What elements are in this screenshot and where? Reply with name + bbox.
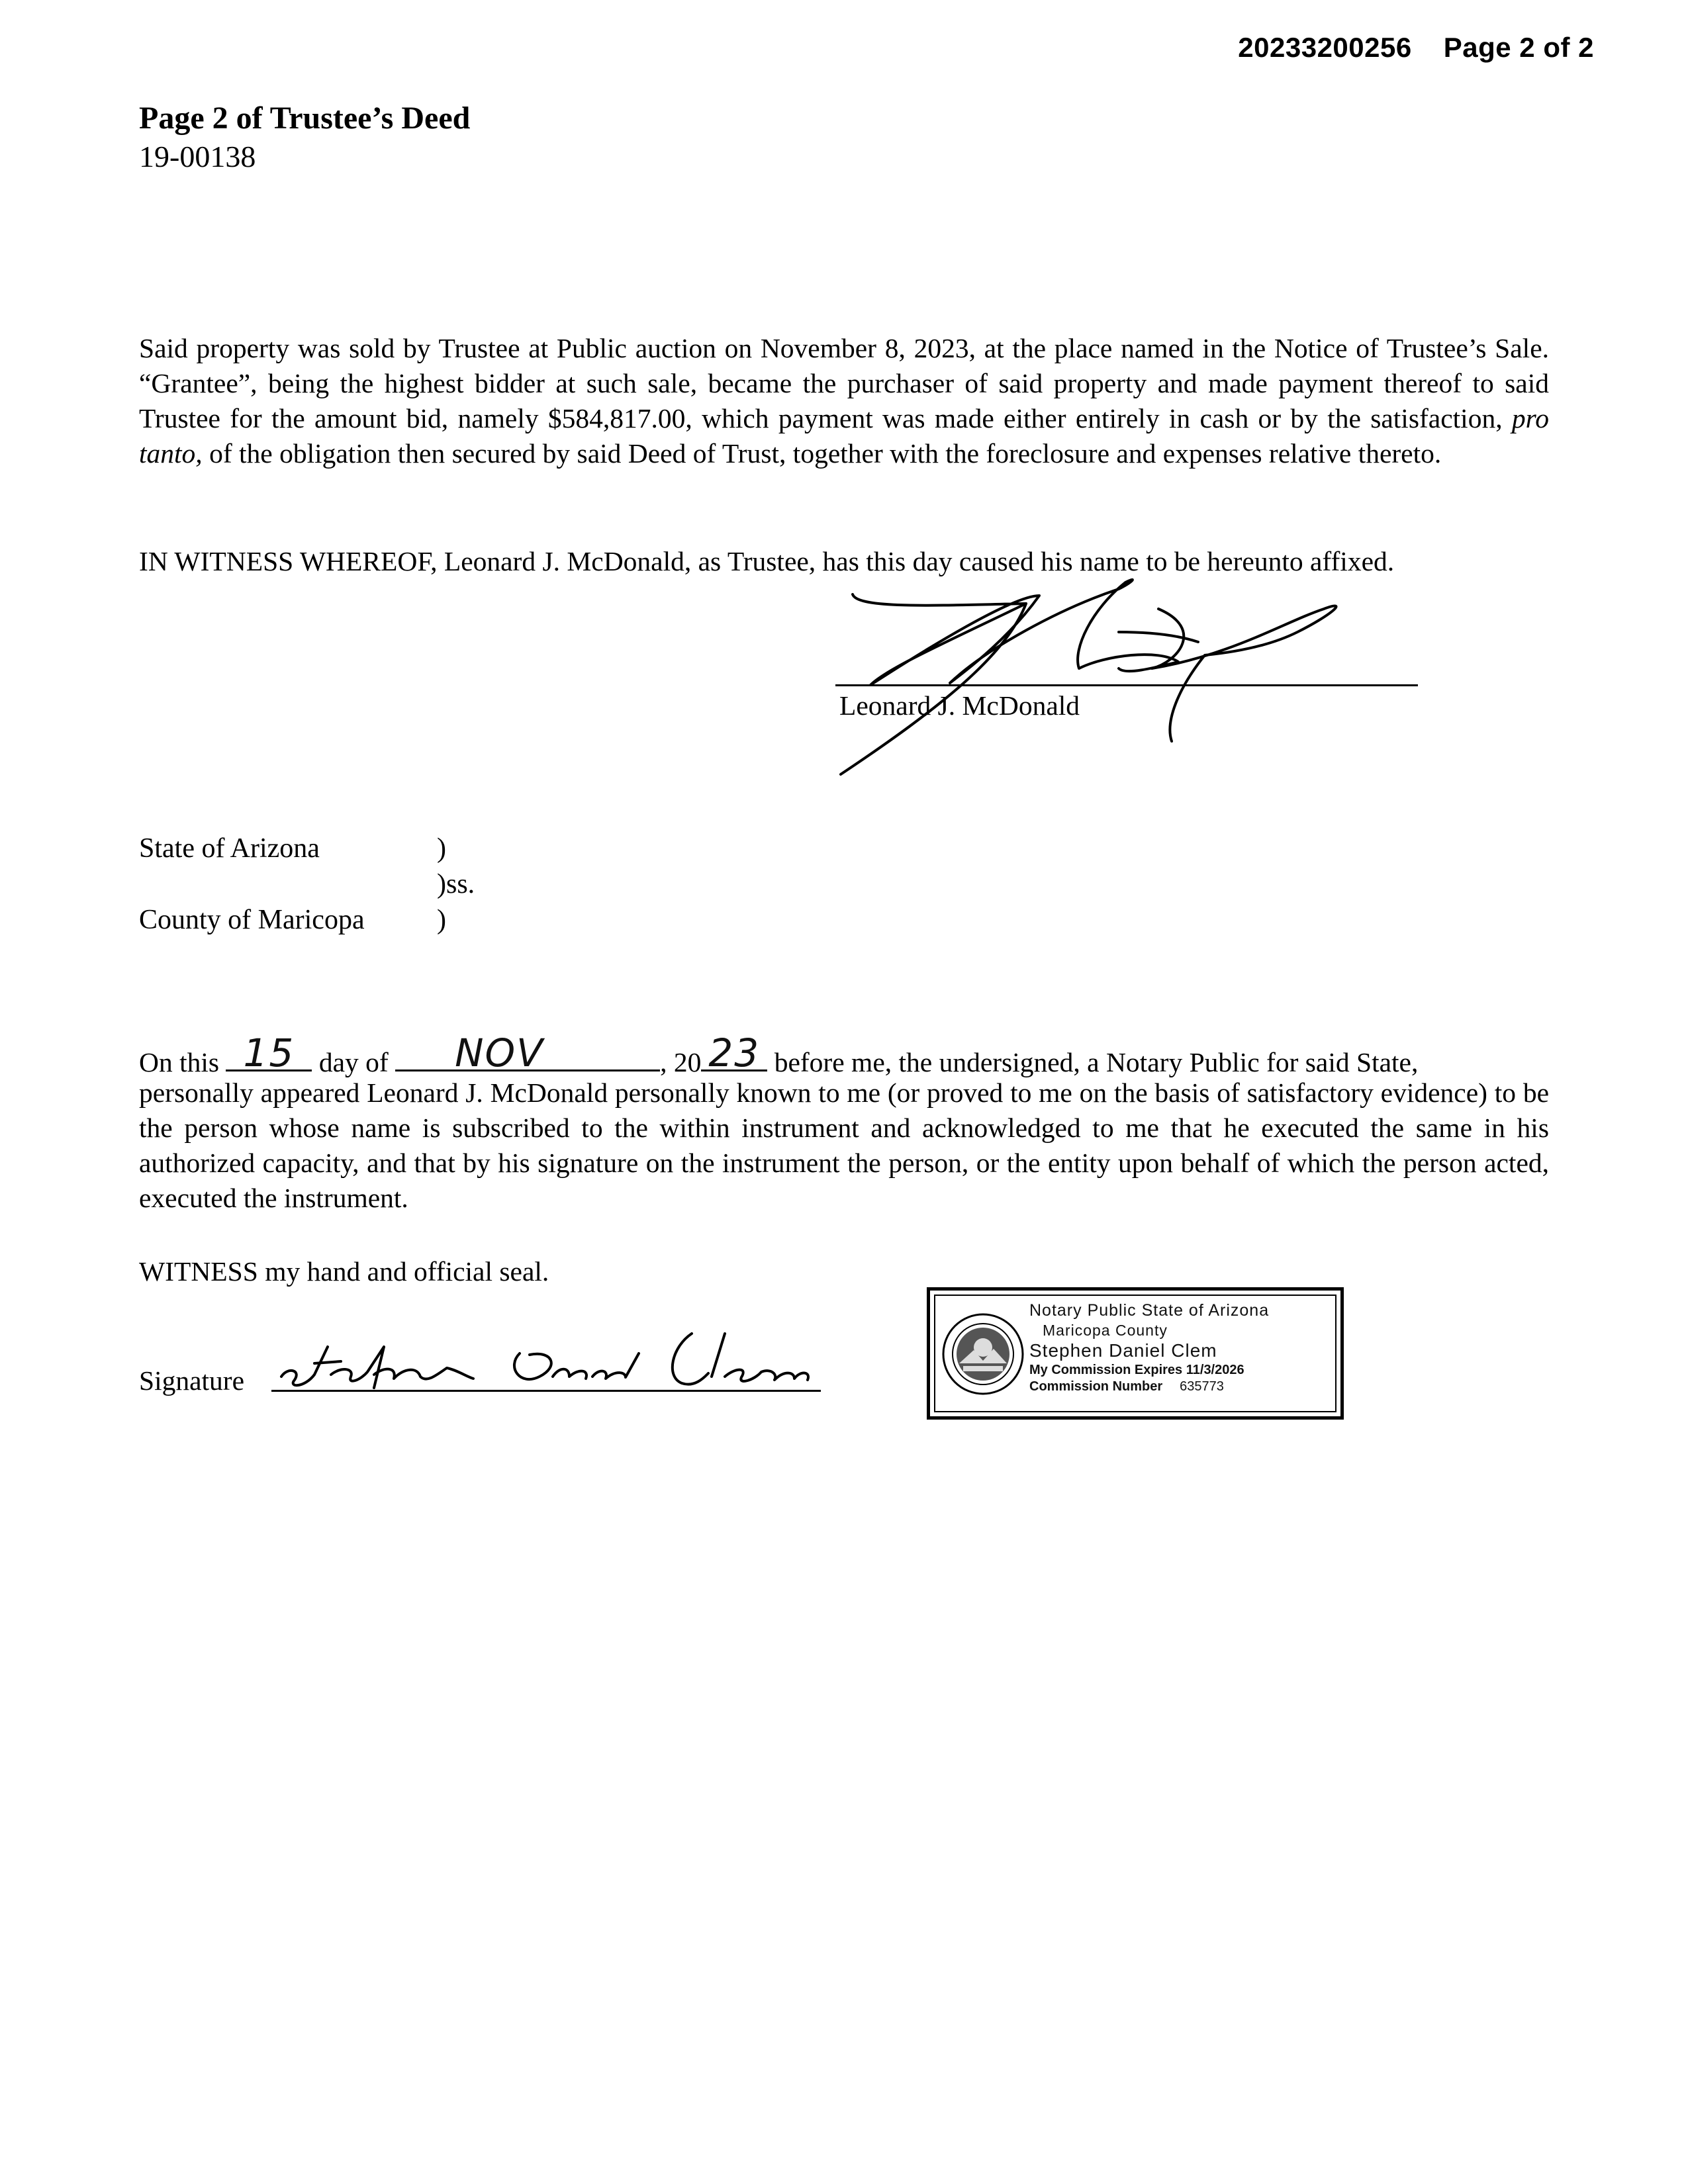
notary-signature-icon bbox=[268, 1314, 818, 1393]
venue-paren-bottom: ) bbox=[437, 905, 446, 935]
page-indicator: Page 2 of 2 bbox=[1443, 32, 1594, 63]
acknowledgment-body: personally appeared Leonard J. McDonald personally known to me (or proved to me on the basis of satisfactory evidence) to be the person whose name is subscribed to the within instrument and acknowledged to me that he executed the same in his authorized capacity, and that by his signature on the instrument the person, or the entity upon behalf of which the person acted, executed the instrument. bbox=[139, 1077, 1549, 1213]
venue-state: State of Arizona bbox=[139, 833, 320, 864]
day-value: 15 bbox=[243, 1030, 295, 1075]
stamp-line-name: Stephen Daniel Clem bbox=[1029, 1340, 1217, 1361]
signature-label: Signature bbox=[139, 1365, 245, 1396]
month-field bbox=[395, 1030, 660, 1075]
notary-stamp bbox=[927, 1287, 1344, 1420]
arizona-seal-icon bbox=[941, 1312, 1025, 1396]
stamp-text bbox=[1029, 1300, 1269, 1395]
stamp-line-county: Maricopa County bbox=[1043, 1322, 1168, 1339]
acknowledgment-first-line bbox=[139, 1030, 1419, 1080]
witness-hand-seal: WITNESS my hand and official seal. bbox=[139, 1256, 549, 1287]
year-prefix: , 20 bbox=[660, 1047, 702, 1077]
after-year-text: before me, the undersigned, a Notary Public for said State, bbox=[774, 1047, 1419, 1077]
file-number: 19-00138 bbox=[139, 140, 256, 173]
day-of-label: day of bbox=[318, 1047, 389, 1077]
month-value: NOV bbox=[455, 1030, 544, 1075]
sale-text-italic: pro tanto, bbox=[139, 403, 1550, 469]
sale-text-part1: Said property was sold by Trustee at Public auction on November 8, 2023, at the place named in the Notice of Trustee’s Sale. “Grantee”, being the highest bidder at such sale, became the purchaser of said property and made payment thereof to said Trustee for the amount bid, namely $584,817.00, which payment was made either entirely in cash or by the satisfaction, bbox=[139, 333, 1549, 433]
commission-number: 635773 bbox=[1180, 1379, 1224, 1394]
year-value: 23 bbox=[708, 1030, 761, 1075]
recording-header bbox=[1238, 32, 1594, 64]
on-this-label: On this bbox=[139, 1047, 220, 1077]
venue-ss: )ss. bbox=[437, 869, 475, 899]
recording-number: 20233200256 bbox=[1238, 32, 1412, 63]
venue-county: County of Maricopa bbox=[139, 905, 365, 935]
witness-whereof-line: IN WITNESS WHEREOF, Leonard J. McDonald, as Trustee, has this day caused his name to be hereunto affixed. bbox=[139, 546, 1395, 576]
sale-text-part2: of the obligation then secured by said Deed of Trust, together with the foreclosure and expenses relative thereto. bbox=[209, 438, 1442, 469]
trustee-printed-name: Leonard J. McDonald bbox=[839, 690, 1080, 721]
stamp-line-title: Notary Public State of Arizona bbox=[1029, 1301, 1270, 1320]
trustee-signature-icon bbox=[808, 569, 1383, 794]
venue-paren-top: ) bbox=[437, 833, 446, 864]
stamp-line-expires: My Commission Expires 11/3/2026 bbox=[1029, 1363, 1244, 1377]
year-field bbox=[701, 1030, 767, 1075]
document-title: Page 2 of Trustee’s Deed bbox=[139, 101, 471, 136]
sale-paragraph bbox=[139, 331, 1549, 471]
trustee-signature-line bbox=[835, 684, 1418, 686]
stamp-line-commission bbox=[1029, 1379, 1269, 1395]
day-field bbox=[226, 1030, 312, 1075]
commission-label: Commission Number bbox=[1029, 1379, 1163, 1394]
